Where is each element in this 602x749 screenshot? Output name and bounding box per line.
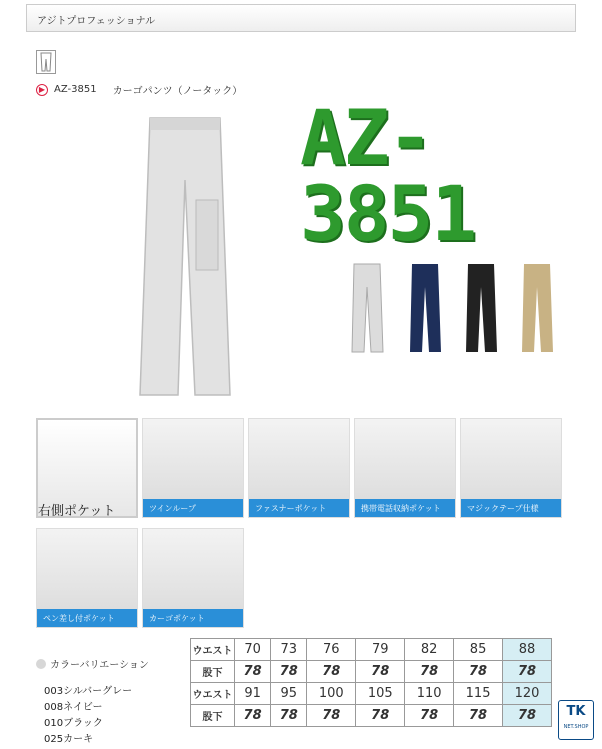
table-cell: 110 <box>405 683 454 705</box>
table-cell: 78 <box>307 705 356 727</box>
size-table <box>190 638 552 727</box>
feature-label: 携帯電話収納ポケット <box>355 499 455 517</box>
table-cell: 78 <box>405 661 454 683</box>
color-item: 008ネイビー <box>44 702 103 713</box>
header-title: アジトプロフェッショナル <box>37 16 156 27</box>
table-cell: 78 <box>271 661 307 683</box>
pants-silver-grey <box>350 262 384 354</box>
color-variations-title <box>36 656 149 671</box>
product-line[interactable] <box>36 82 242 97</box>
product-name: カーゴパンツ（ノータック） <box>112 86 243 97</box>
feature-label: ファスナーポケット <box>249 499 349 517</box>
table-cell: 78 <box>235 705 271 727</box>
main-pants-image <box>130 110 240 400</box>
table-cell: 105 <box>356 683 405 705</box>
table-cell: 73 <box>271 639 307 661</box>
waist-label: ウエスト <box>191 639 235 661</box>
table-cell: 78 <box>454 661 503 683</box>
table-cell: 91 <box>235 683 271 705</box>
waist-label: ウエスト <box>191 683 235 705</box>
feature-thumb-phone-pocket[interactable] <box>354 418 456 518</box>
bullet-icon <box>36 659 46 669</box>
pants-icon <box>36 50 56 74</box>
table-cell: 120 <box>503 683 552 705</box>
table-row <box>191 661 552 683</box>
feature-label: マジックテープ仕様 <box>461 499 561 517</box>
table-cell: 78 <box>503 661 552 683</box>
table-row <box>191 705 552 727</box>
pants-navy <box>408 262 442 354</box>
table-cell: 82 <box>405 639 454 661</box>
color-item: 025カーキ <box>44 734 94 745</box>
shop-logo-sub: NET.SHOP <box>563 724 589 730</box>
pants-black <box>464 262 498 354</box>
table-cell: 70 <box>235 639 271 661</box>
table-cell: 78 <box>271 705 307 727</box>
table-cell: 78 <box>454 705 503 727</box>
table-cell: 78 <box>307 661 356 683</box>
feature-thumb-twin-loop[interactable] <box>142 418 244 518</box>
shop-logo-letters: TK <box>566 704 586 719</box>
inseam-label: 股下 <box>191 661 235 683</box>
play-icon: ▶ <box>36 84 48 96</box>
table-cell: 78 <box>235 661 271 683</box>
feature-label: ペン差し付ポケット <box>37 609 137 627</box>
pants-khaki <box>520 262 554 354</box>
table-cell: 78 <box>356 705 405 727</box>
color-item: 003シルバーグレー <box>44 686 133 697</box>
feature-thumb-cargo-pocket[interactable] <box>142 528 244 628</box>
product-code-graphic: AZ-3851 <box>300 93 476 258</box>
color-list <box>44 684 132 748</box>
page-header <box>26 4 576 32</box>
table-cell: 115 <box>454 683 503 705</box>
inseam-label: 股下 <box>191 705 235 727</box>
feature-label: ツインループ <box>143 499 243 517</box>
table-row <box>191 683 552 705</box>
color-item: 010ブラック <box>44 718 103 729</box>
table-row <box>191 639 552 661</box>
shop-logo[interactable] <box>558 700 594 740</box>
table-cell: 85 <box>454 639 503 661</box>
table-cell: 78 <box>503 705 552 727</box>
feature-label-right-pocket: 右側ポケット <box>38 504 116 519</box>
table-cell: 78 <box>356 661 405 683</box>
table-cell: 88 <box>503 639 552 661</box>
color-variations-label: カラーバリエーション <box>50 660 149 671</box>
feature-thumb-fastener-pocket[interactable] <box>248 418 350 518</box>
table-cell: 79 <box>356 639 405 661</box>
table-cell: 100 <box>307 683 356 705</box>
product-code: AZ-3851 <box>54 84 97 95</box>
table-cell: 76 <box>307 639 356 661</box>
table-cell: 78 <box>405 705 454 727</box>
feature-label: カーゴポケット <box>143 609 243 627</box>
feature-thumb-velcro[interactable] <box>460 418 562 518</box>
feature-thumb-pen-pocket[interactable] <box>36 528 138 628</box>
table-cell: 95 <box>271 683 307 705</box>
